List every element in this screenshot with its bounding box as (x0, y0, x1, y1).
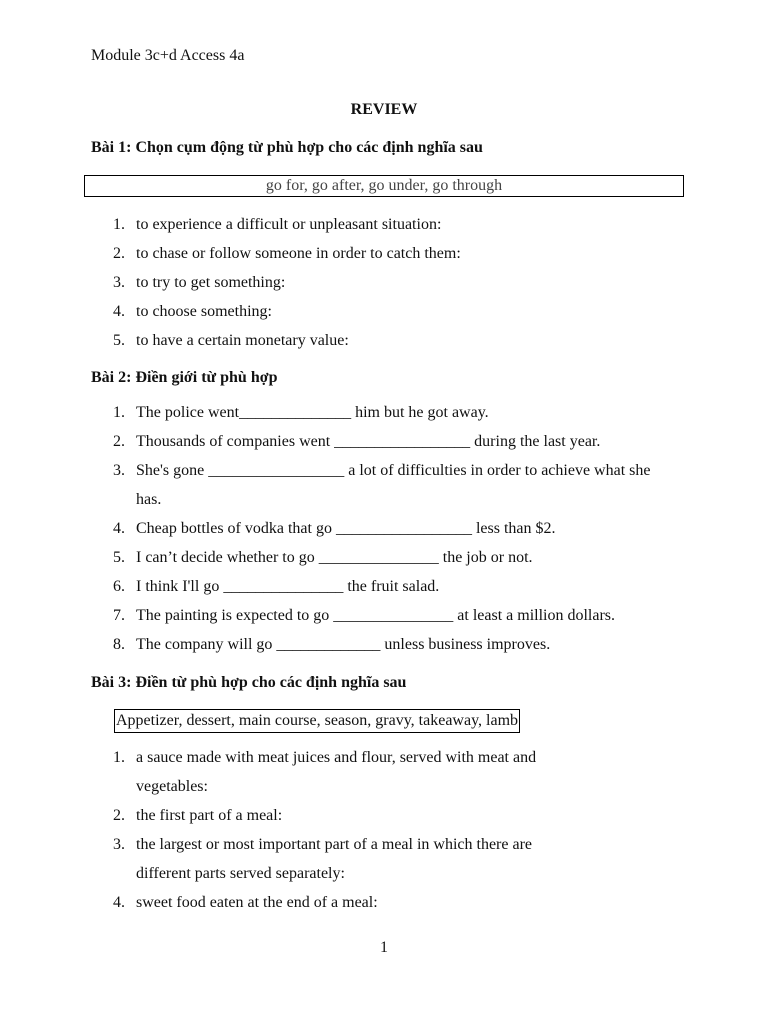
list-item-number: 8. (113, 636, 125, 653)
list-item (91, 210, 666, 239)
list-item-number: 2. (113, 807, 125, 824)
list-item-text: to choose something: (136, 303, 272, 320)
list-item (91, 888, 541, 917)
list-item (91, 830, 541, 888)
list-item-text: Cheap bottles of vodka that go _________________ less than $2. (136, 520, 556, 537)
list-item-number: 3. (113, 836, 125, 853)
list-item-number: 4. (113, 894, 125, 911)
list-item-text: I can’t decide whether to go _______________ the job or not. (136, 549, 533, 566)
list-item-text: The painting is expected to go _______________ at least a million dollars. (136, 607, 616, 624)
list-item-text: to try to get something: (136, 274, 286, 291)
section-1-list (91, 210, 666, 355)
list-item (91, 297, 666, 326)
list-item-number: 1. (113, 404, 125, 421)
list-item-text: The police went______________ him but he got away. (136, 404, 489, 421)
list-item (91, 268, 666, 297)
page-number: 1 (380, 939, 388, 956)
list-item (91, 743, 541, 801)
list-item-number: 2. (113, 245, 125, 262)
list-item-text: the first part of a meal: (136, 807, 283, 824)
list-item-number: 4. (113, 303, 125, 320)
section-3-word-box: Appetizer, dessert, main course, season, gravy, takeaway, lamb (114, 709, 520, 733)
list-item-number: 1. (113, 216, 125, 233)
list-item-number: 3. (113, 462, 125, 479)
list-item-number: 1. (113, 749, 125, 766)
list-item-text: to have a certain monetary value: (136, 332, 349, 349)
section-2-heading: Bài 2: Điền giới từ phù hợp (91, 369, 278, 386)
list-item (91, 456, 666, 514)
list-item (91, 801, 541, 830)
section-1-word-box: go for, go after, go under, go through (84, 175, 684, 197)
list-item-text: the largest or most important part of a meal in which there are different parts served separately: (136, 836, 533, 882)
list-item (91, 601, 666, 630)
list-item-text: to chase or follow someone in order to catch them: (136, 245, 461, 262)
list-item-number: 5. (113, 549, 125, 566)
list-item-text: She's gone _________________ a lot of difficulties in order to achieve what she has. (136, 462, 651, 508)
list-item (91, 398, 666, 427)
list-item (91, 572, 666, 601)
list-item-number: 6. (113, 578, 125, 595)
list-item-number: 5. (113, 332, 125, 349)
section-3-list (91, 743, 631, 917)
section-2-list (91, 398, 666, 659)
list-item-number: 3. (113, 274, 125, 291)
list-item (91, 543, 666, 572)
page-title: REVIEW (350, 101, 418, 118)
list-item-number: 2. (113, 433, 125, 450)
section-1-heading: Bài 1: Chọn cụm động từ phù hợp cho các định nghĩa sau (91, 139, 483, 156)
list-item-text: I think I'll go _______________ the fruit salad. (136, 578, 440, 595)
list-item-text: a sauce made with meat juices and flour, served with meat and vegetables: (136, 749, 537, 795)
list-item-text: The company will go _____________ unless business improves. (136, 636, 551, 653)
list-item-text: sweet food eaten at the end of a meal: (136, 894, 378, 911)
list-item-text: Thousands of companies went _________________ during the last year. (136, 433, 601, 450)
list-item-number: 4. (113, 520, 125, 537)
page-header: Module 3c+d Access 4a (91, 47, 245, 64)
list-item (91, 427, 666, 456)
list-item-text: to experience a difficult or unpleasant situation: (136, 216, 442, 233)
list-item (91, 326, 666, 355)
list-item (91, 514, 666, 543)
list-item-number: 7. (113, 607, 125, 624)
section-3-heading: Bài 3: Điền từ phù hợp cho các định nghĩa sau (91, 674, 407, 691)
list-item (91, 239, 666, 268)
list-item (91, 630, 666, 659)
